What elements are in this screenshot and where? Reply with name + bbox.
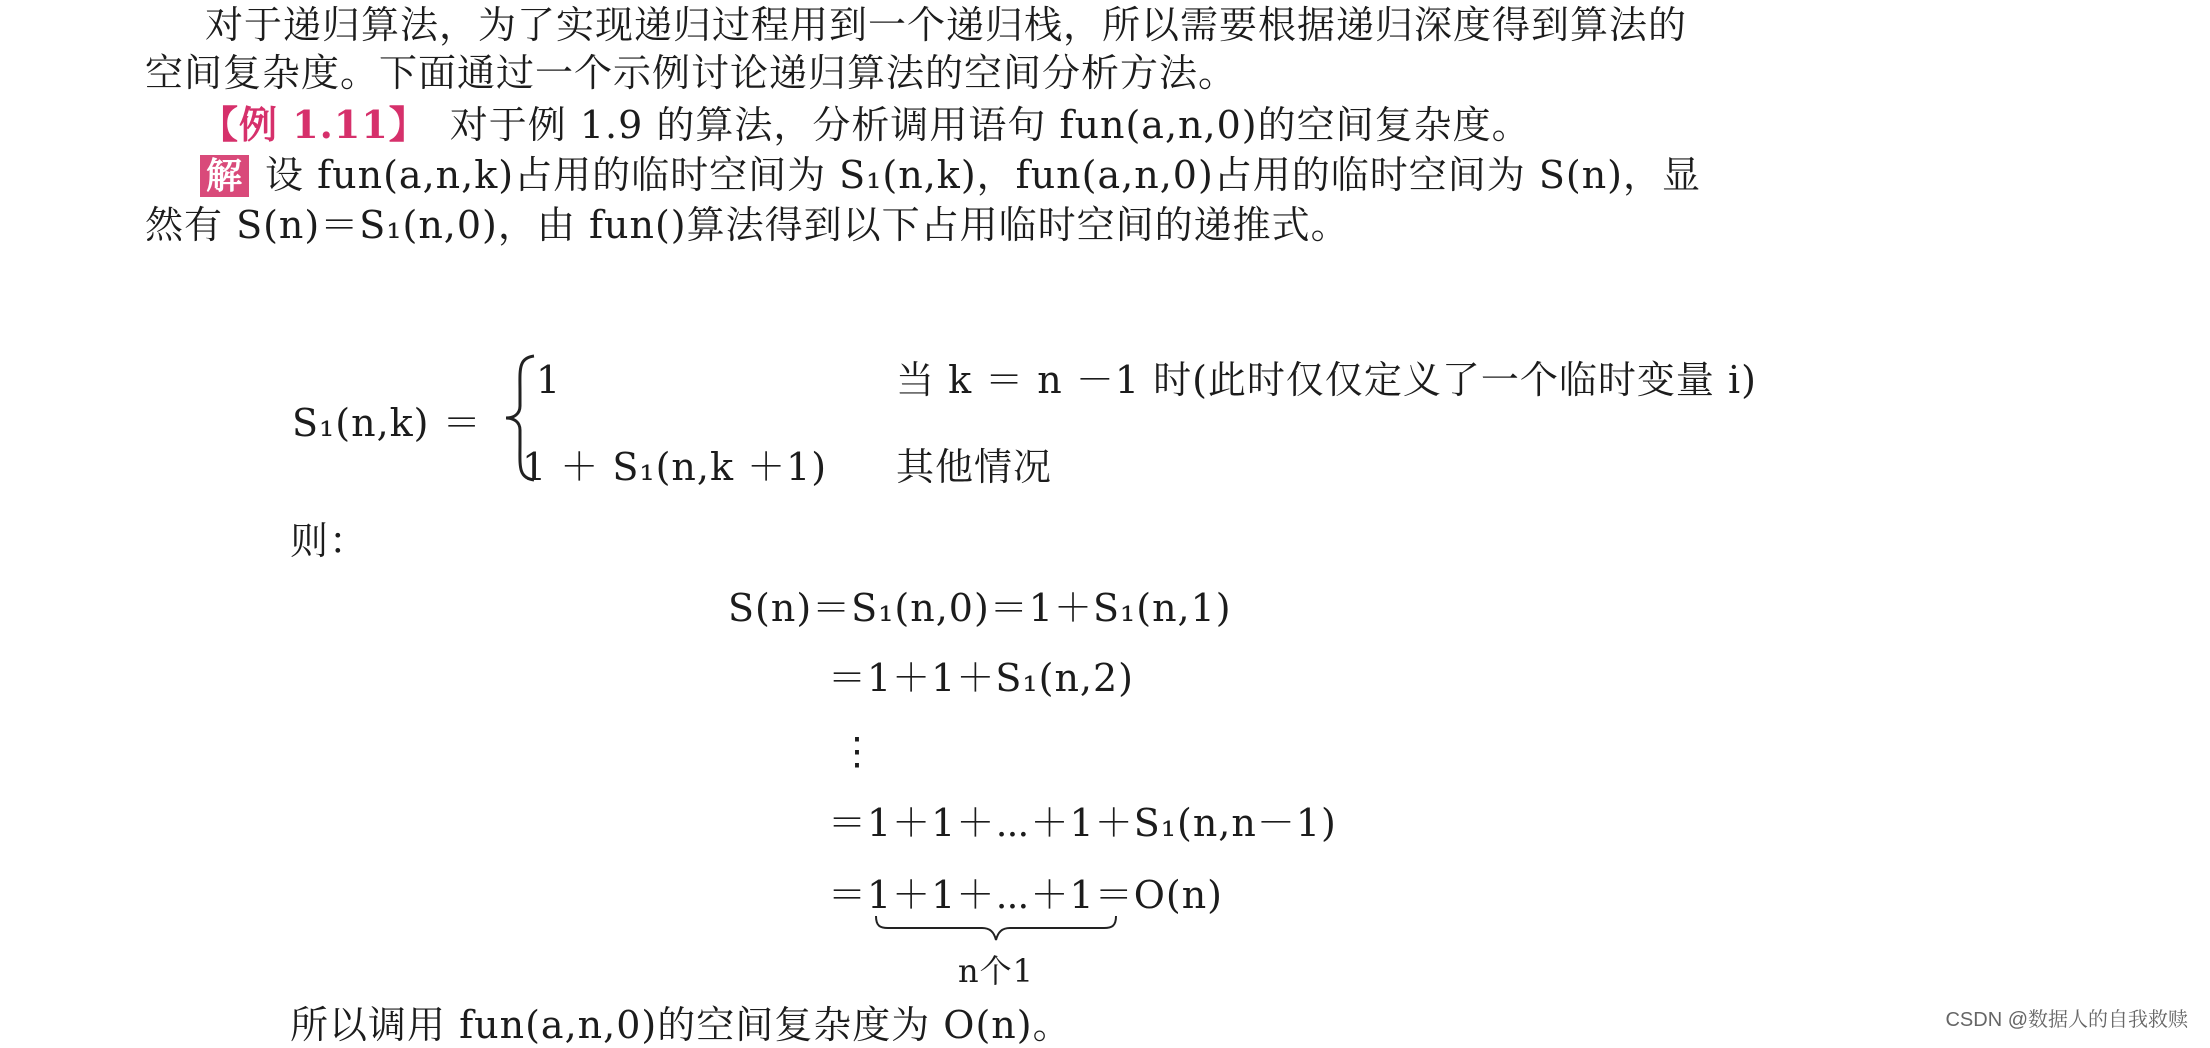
intro-line-1: 对于递归算法，为了实现递归过程用到一个递归栈，所以需要根据递归深度得到算法的 [205, 3, 1688, 47]
intro-line-2: 空间复杂度。下面通过一个示例讨论递归算法的空间分析方法。 [145, 51, 1238, 95]
derivation-vdots: ⋮ [838, 729, 877, 773]
conclusion-line: 所以调用 fun(a,n,0)的空间复杂度为 O(n)。 [290, 1003, 1072, 1047]
case2-condition: 其他情况 [896, 445, 1053, 489]
solution-label: 解 [200, 155, 249, 197]
recurrence-lhs: S₁(n,k) ＝ [292, 401, 482, 445]
case2-value: 1 ＋ S₁(n,k ＋1) [522, 445, 828, 489]
case1-value: 1 [536, 358, 562, 402]
solution-text-1: 设 fun(a,n,k)占用的临时空间为 S₁(n,k)，fun(a,n,0)占用的临时空间为 S(n)，显 [265, 153, 1702, 197]
derivation-line-3: ＝1＋1＋⋯＋1＋S₁(n,n－1) [828, 801, 1337, 845]
solution-line-2: 然有 S(n)＝S₁(n,0)，由 fun()算法得到以下占用临时空间的递推式。 [145, 203, 1350, 247]
then-label: 则： [290, 519, 369, 563]
derivation-line-1: S(n)＝S₁(n,0)＝1＋S₁(n,1) [728, 586, 1232, 630]
csdn-watermark: CSDN @数据人的自我救赎 [1945, 1009, 2188, 1031]
example-line [200, 102, 1531, 148]
example-tag: 【例 1.11】 [200, 102, 428, 147]
example-text: 对于例 1.9 的算法，分析调用语句 fun(a,n,0)的空间复杂度。 [449, 103, 1531, 147]
derivation-line-4: ＝1＋1＋⋯＋1＝O(n) [828, 873, 1224, 917]
underbrace [874, 914, 1118, 942]
solution-line-1 [200, 152, 1701, 198]
case1-condition: 当 k ＝ n －1 时(此时仅仅定义了一个临时变量 i) [896, 358, 1757, 402]
derivation-line-2: ＝1＋1＋S₁(n,2) [828, 656, 1134, 700]
underbrace-label: n个1 [958, 952, 1034, 990]
